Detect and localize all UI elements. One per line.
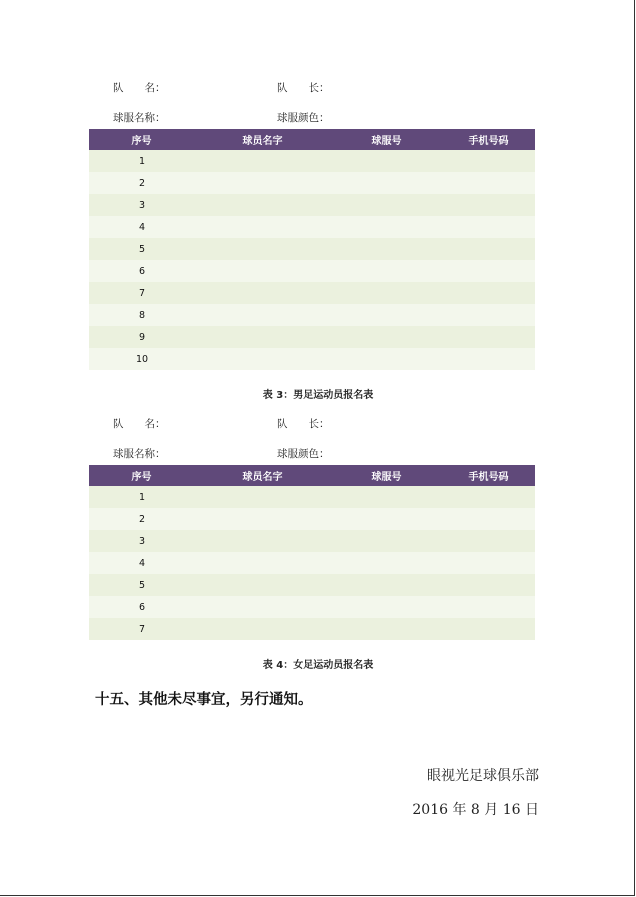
jersey-number-cell <box>331 508 442 530</box>
closing-note: 十五、其他未尽事宜，另行通知。 <box>95 692 313 708</box>
phone-cell <box>442 574 535 596</box>
jersey-number-cell <box>331 150 442 172</box>
player-name-cell <box>194 194 331 216</box>
player-name-cell <box>194 486 331 508</box>
table-row <box>89 304 535 326</box>
table-row <box>89 172 535 194</box>
jersey-number-cell <box>331 326 442 348</box>
jersey-number-cell <box>331 282 442 304</box>
player-name-cell <box>194 172 331 194</box>
col-header-index: 序号 <box>89 129 194 150</box>
table-row <box>89 216 535 238</box>
jersey-number-cell <box>331 552 442 574</box>
table-row <box>89 486 535 508</box>
table-header-row <box>89 129 535 150</box>
phone-cell <box>442 596 535 618</box>
col-header-phone: 手机号码 <box>442 465 535 486</box>
phone-cell <box>442 552 535 574</box>
col-header-phone: 手机号码 <box>442 129 535 150</box>
female-roster-table <box>89 465 535 640</box>
row-index-cell: 10 <box>89 348 194 370</box>
row-index-cell: 6 <box>89 596 194 618</box>
phone-cell <box>442 150 535 172</box>
phone-cell <box>442 348 535 370</box>
signature-org: 眼视光足球俱乐部 <box>427 768 539 784</box>
table-row <box>89 150 535 172</box>
table-row <box>89 194 535 216</box>
phone-cell <box>442 486 535 508</box>
col-header-player-name: 球员名字 <box>194 129 331 150</box>
jersey-color-label-2: 球服颜色： <box>277 448 330 460</box>
phone-cell <box>442 508 535 530</box>
player-name-cell <box>194 216 331 238</box>
jersey-color-label-1: 球服颜色： <box>277 112 330 124</box>
phone-cell <box>442 194 535 216</box>
signature-date: 2016 年 8 月 16 日 <box>412 802 539 818</box>
table-row <box>89 596 535 618</box>
table-row <box>89 326 535 348</box>
captain-label-2: 队 长： <box>277 418 330 430</box>
player-name-cell <box>194 260 331 282</box>
table-caption-3: 表 3：男足运动员报名表 <box>262 390 374 401</box>
row-index-cell: 5 <box>89 238 194 260</box>
player-name-cell <box>194 530 331 552</box>
table-row <box>89 530 535 552</box>
player-name-cell <box>194 304 331 326</box>
row-index-cell: 7 <box>89 282 194 304</box>
player-name-cell <box>194 552 331 574</box>
row-index-cell: 3 <box>89 530 194 552</box>
col-header-index: 序号 <box>89 465 194 486</box>
col-header-jersey-number: 球服号 <box>331 129 442 150</box>
player-name-cell <box>194 596 331 618</box>
row-index-cell: 1 <box>89 486 194 508</box>
player-name-cell <box>194 282 331 304</box>
jersey-name-label-2: 球服名称： <box>113 448 166 460</box>
table-row <box>89 552 535 574</box>
row-index-cell: 2 <box>89 508 194 530</box>
jersey-number-cell <box>331 596 442 618</box>
table-row <box>89 574 535 596</box>
jersey-number-cell <box>331 618 442 640</box>
row-index-cell: 1 <box>89 150 194 172</box>
jersey-number-cell <box>331 304 442 326</box>
table-row <box>89 348 535 370</box>
player-name-cell <box>194 618 331 640</box>
male-roster-table <box>89 129 535 370</box>
table-row <box>89 260 535 282</box>
jersey-number-cell <box>331 172 442 194</box>
phone-cell <box>442 618 535 640</box>
row-index-cell: 7 <box>89 618 194 640</box>
jersey-number-cell <box>331 194 442 216</box>
phone-cell <box>442 326 535 348</box>
row-index-cell: 5 <box>89 574 194 596</box>
phone-cell <box>442 172 535 194</box>
table-row <box>89 508 535 530</box>
phone-cell <box>442 304 535 326</box>
jersey-number-cell <box>331 348 442 370</box>
jersey-number-cell <box>331 486 442 508</box>
player-name-cell <box>194 348 331 370</box>
jersey-name-label-1: 球服名称： <box>113 112 166 124</box>
jersey-number-cell <box>331 574 442 596</box>
player-name-cell <box>194 574 331 596</box>
team-name-label-2: 队 名： <box>113 418 166 430</box>
player-name-cell <box>194 326 331 348</box>
player-name-cell <box>194 508 331 530</box>
col-header-jersey-number: 球服号 <box>331 465 442 486</box>
table-row <box>89 618 535 640</box>
team-name-label-1: 队 名： <box>113 82 166 94</box>
phone-cell <box>442 530 535 552</box>
table-row <box>89 238 535 260</box>
row-index-cell: 3 <box>89 194 194 216</box>
table-row <box>89 282 535 304</box>
row-index-cell: 4 <box>89 552 194 574</box>
table-caption-4: 表 4：女足运动员报名表 <box>262 660 374 671</box>
player-name-cell <box>194 150 331 172</box>
phone-cell <box>442 260 535 282</box>
row-index-cell: 2 <box>89 172 194 194</box>
table-header-row <box>89 465 535 486</box>
row-index-cell: 9 <box>89 326 194 348</box>
player-name-cell <box>194 238 331 260</box>
jersey-number-cell <box>331 238 442 260</box>
captain-label-1: 队 长： <box>277 82 330 94</box>
col-header-player-name: 球员名字 <box>194 465 331 486</box>
row-index-cell: 4 <box>89 216 194 238</box>
jersey-number-cell <box>331 216 442 238</box>
jersey-number-cell <box>331 530 442 552</box>
jersey-number-cell <box>331 260 442 282</box>
phone-cell <box>442 216 535 238</box>
phone-cell <box>442 238 535 260</box>
row-index-cell: 6 <box>89 260 194 282</box>
row-index-cell: 8 <box>89 304 194 326</box>
phone-cell <box>442 282 535 304</box>
